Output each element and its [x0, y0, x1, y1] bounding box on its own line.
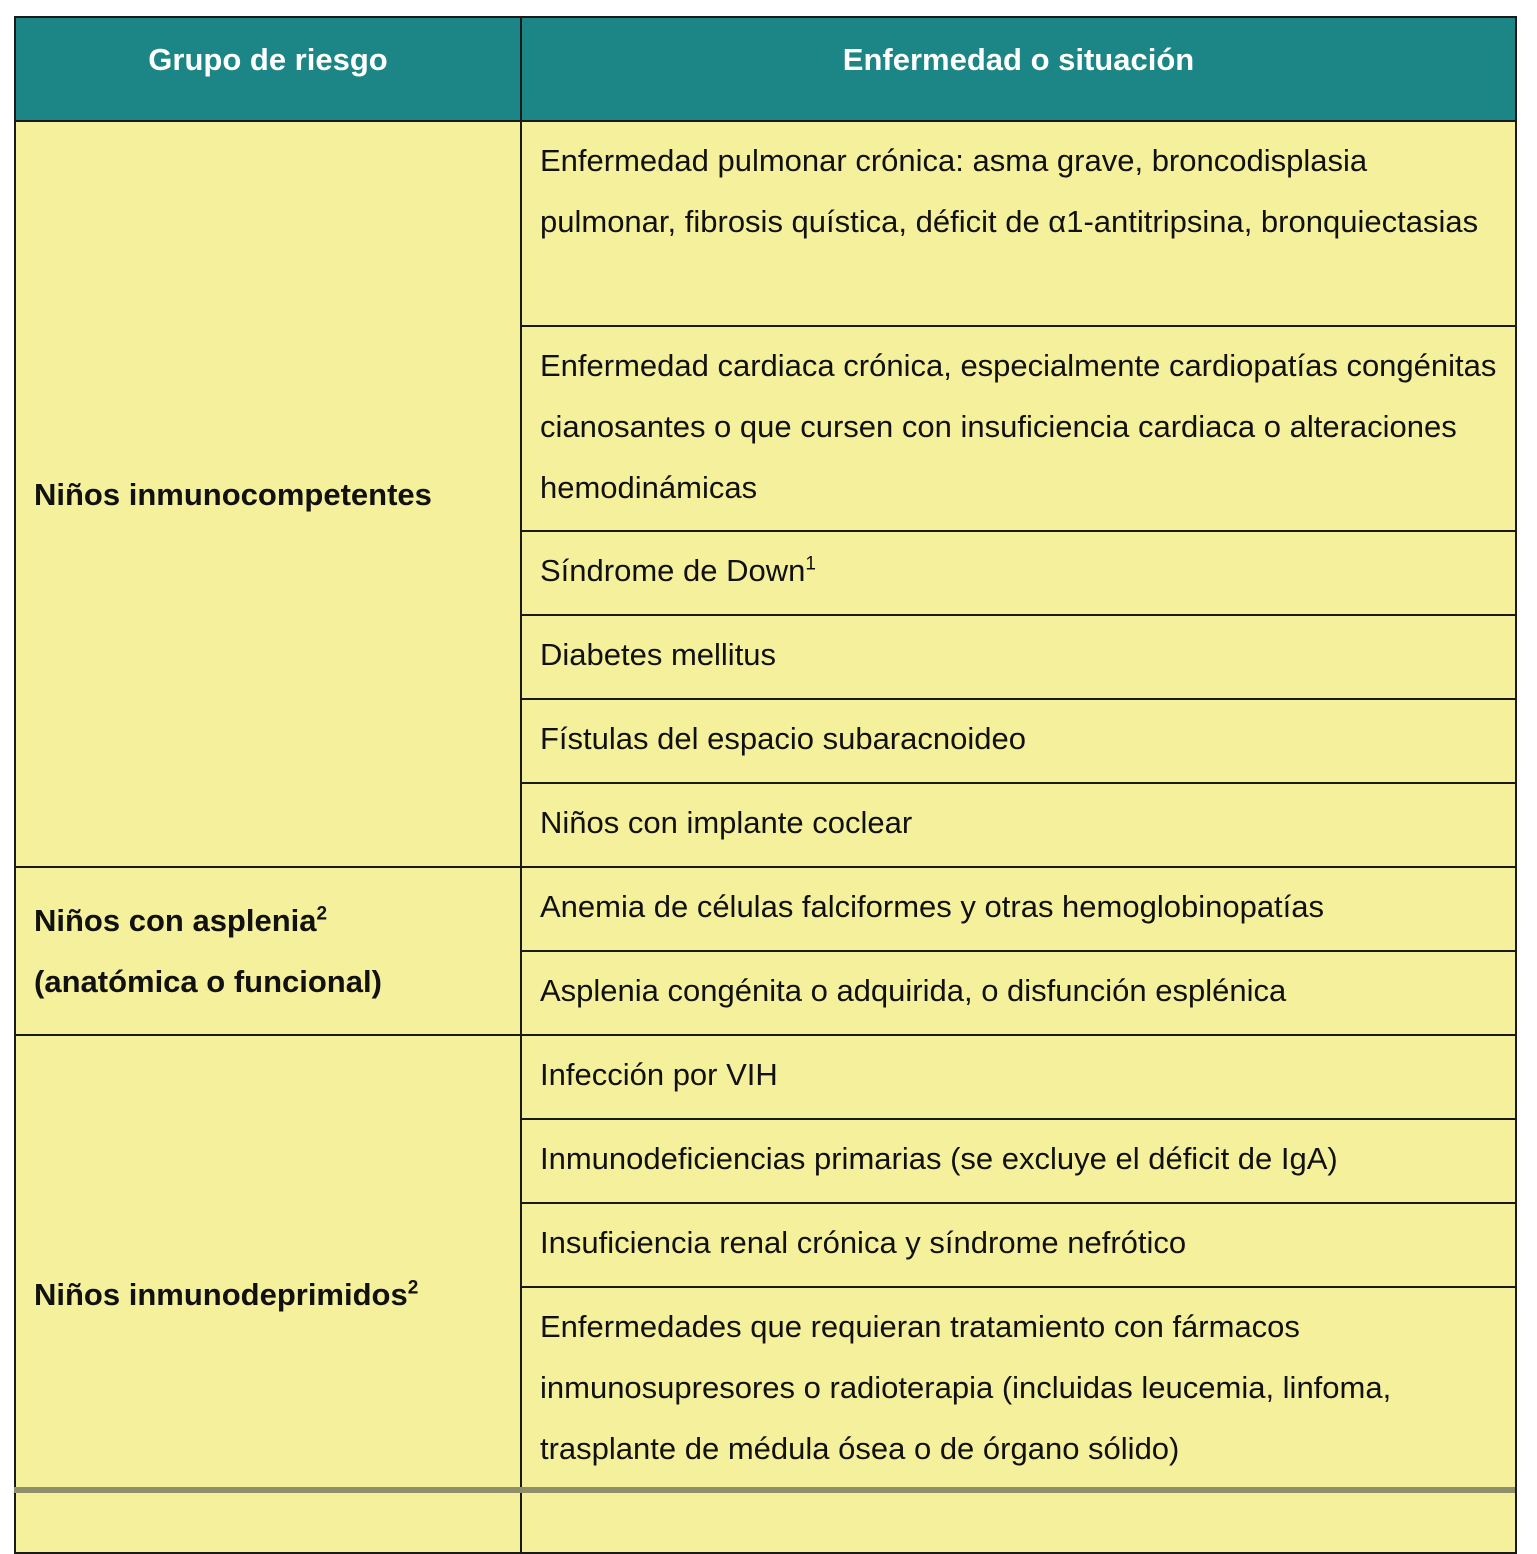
condition-cell: Inmunodeficiencias primarias (se excluye el déficit de IgA): [521, 1119, 1516, 1203]
condition-cell: Enfermedad cardiaca crónica, especialmente cardiopatías congénitas cianosantes o que cursen con insuficiencia cardiaca o alteraciones hemodinámicas: [521, 326, 1516, 531]
header-condition: Enfermedad o situación: [521, 17, 1516, 121]
condition-cell: Asplenia congénita o adquirida, o disfunción esplénica: [521, 951, 1516, 1035]
condition-cell: Enfermedad pulmonar crónica: asma grave, broncodisplasia pulmonar, fibrosis quística, déficit de α1-antitripsina, bronquiectasias: [521, 121, 1516, 326]
bottom-rule-divider: [14, 1487, 1515, 1493]
condition-cell: Fístulas del espacio subaracnoideo: [521, 699, 1516, 783]
risk-group-table-container: [14, 16, 1515, 1554]
group-cell-immunosuppressed: [15, 1035, 521, 1553]
condition-text: Síndrome de Down: [540, 553, 806, 588]
table-row: [15, 867, 1516, 951]
group-label: Niños inmunocompetentes: [34, 476, 432, 512]
condition-cell: Insuficiencia renal crónica y síndrome nefrótico: [521, 1203, 1516, 1287]
risk-group-table: [14, 16, 1517, 1554]
table-row: [15, 1035, 1516, 1119]
footnote-marker: 2: [407, 1277, 419, 1299]
condition-cell: Infección por VIH: [521, 1035, 1516, 1119]
table-row: [15, 121, 1516, 326]
condition-cell: Diabetes mellitus: [521, 615, 1516, 699]
condition-cell: [521, 531, 1516, 615]
group-label: Niños inmunodeprimidos: [34, 1276, 408, 1312]
group-cell-asplenia: [15, 867, 521, 1035]
condition-cell: Niños con implante coclear: [521, 783, 1516, 867]
table-header-row: [15, 17, 1516, 121]
group-label-line2: (anatómica o funcional): [34, 964, 382, 999]
condition-cell: Anemia de células falciformes y otras hemoglobinopatías: [521, 867, 1516, 951]
footnote-marker: 2: [316, 903, 328, 925]
condition-cell: Enfermedades que requieran tratamiento con fármacos inmunosupresores o radioterapia (incluidas leucemia, linfoma, trasplante de médula ósea o de órgano sólido): [521, 1287, 1516, 1553]
header-group: Grupo de riesgo: [15, 17, 521, 121]
group-label: Niños con asplenia: [34, 903, 317, 938]
footnote-marker: 1: [805, 553, 816, 575]
group-cell-immunocompetent: [15, 121, 521, 867]
